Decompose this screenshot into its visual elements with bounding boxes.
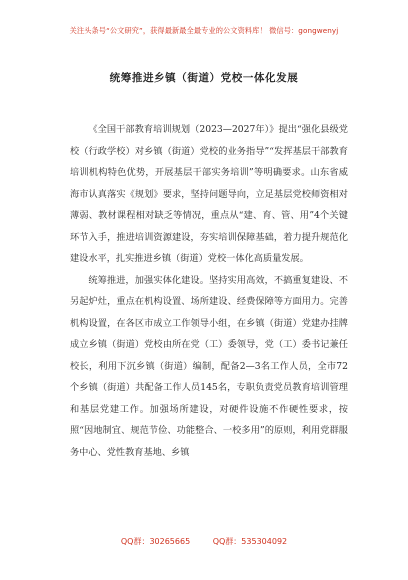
qq-group-1: QQ群：30265665 (120, 537, 191, 546)
promo-header: 关注头条号“公文研究”，获得最新最全最专业的公文资料库！ 微信号：gongwenyj (69, 26, 339, 35)
document-body (70, 119, 348, 463)
paragraph: 统筹推进，加强实体化建设。坚持实用高效，不搞重复建设、不另起炉灶，重点在机构设置、场所建设、经费保障等方面用力。完善机构设置，在各区市成立工作领导小组，在乡镇（街道）党建办挂牌成立乡镇（街道）党校由所在党（工）委领导，党（工）委书记兼任校长，利用下沉乡镇（街道）编制，配备2—3名工作人员，全市72个乡镇（街道）共配备工作人员145名，专职负责党员教育培训管理和基层党建工作。加强场所建设，对硬件设施不作硬性要求，按照“因地制宜、规范节俭、功能整合、一校多用”的原则，利用党群服务中心、党性教育基地、乡镇 (70, 274, 348, 458)
footer-qq-groups (0, 536, 408, 547)
paragraph: 《全国干部教育培训规划（2023—2027年）》提出“强化县级党校（行政学校）对乡镇（街道）党校的业务指导”“发挥基层干部教育培训机构特色优势，开展基层干部实务培训”等明确要求。山东省威海市认真落实《规划》要求，坚持问题导向，立足基层党校师资相对薄弱、教材课程相对缺乏等情况，重点从“建、育、管、用”4个关键环节入手，推进培训资源建设，夯实培训保障基础，着力提升规范化建设水平，扎实推进乡镇（街道）党校一体化高质量发展。 (70, 124, 348, 264)
document-title: 统筹推进乡镇（街道）党校一体化发展 (109, 72, 299, 84)
qq-group-2: QQ群：535304092 (212, 537, 288, 546)
